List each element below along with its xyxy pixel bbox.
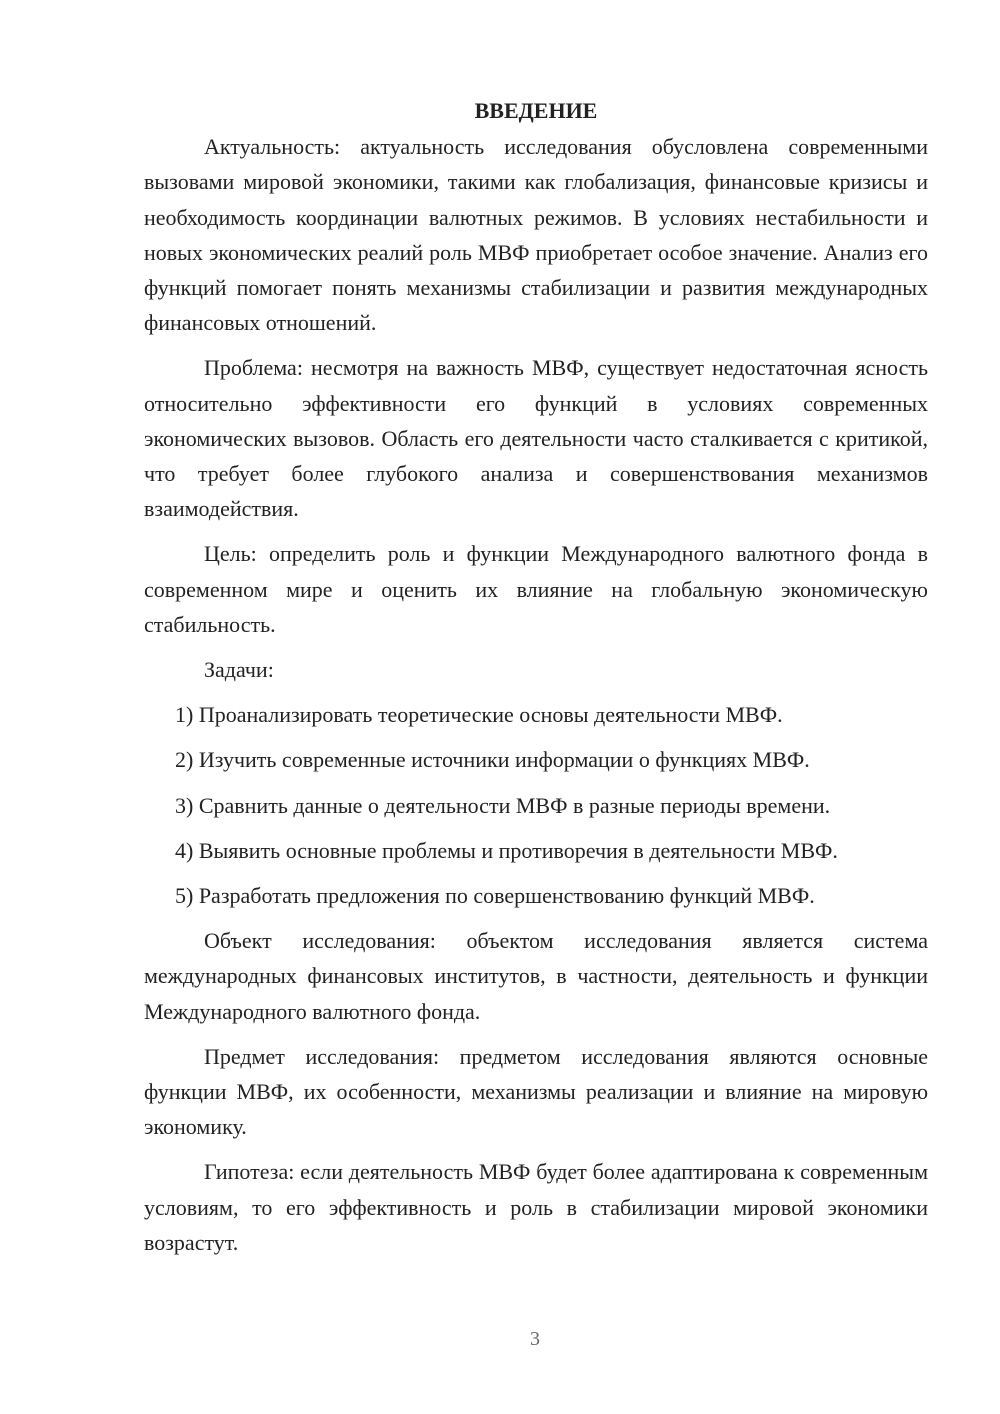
task-item: 2) Изучить современные источники информации о функциях МВФ. <box>175 747 810 773</box>
task-item: 3) Сравнить данные о деятельности МВФ в разные периоды времени. <box>175 792 831 818</box>
subject-paragraph: Предмет исследования: предметом исследования являются основные функции МВФ, их особенности, механизмы реализации и влияние на мировую экономику. <box>144 1043 928 1140</box>
object-paragraph: Объект исследования: объектом исследования является система международных финансовых институтов, в частности, деятельность и функции Международного валютного фонда. <box>144 928 928 1024</box>
page-title: ВВЕДЕНИЕ <box>474 98 598 123</box>
document-page <box>144 93 928 1270</box>
goal-paragraph: Цель: определить роль и функции Международного валютного фонда в современном мире и оценить их влияние на глобальную экономическую стабильность. <box>144 541 928 637</box>
task-item: 1) Проанализировать теоретические основы деятельности МВФ. <box>175 702 783 728</box>
problem-paragraph: Проблема: несмотря на важность МВФ, существует недостаточная ясность относительно эффективности его функций в условиях современных экономических вызовов. Область его деятельности часто сталкивается с критикой, что требует более глубокого анализа и совершенствования механизмов взаимодействия. <box>144 355 928 522</box>
page-number: 3 <box>530 1328 540 1350</box>
task-item: 4) Выявить основные проблемы и противоречия в деятельности МВФ. <box>175 837 838 863</box>
task-item: 5) Разработать предложения по совершенствованию функций МВФ. <box>175 883 815 909</box>
tasks-label: Задачи: <box>204 657 274 683</box>
relevance-paragraph: Актуальность: актуальность исследования обусловлена современными вызовами мировой экономики, такими как глобализация, финансовые кризисы и необходимость координации валютных режимов. В условиях нестабильности и новых экономических реалий роль МВФ приобретает особое значение. Анализ его функций помогает понять механизмы стабилизации и развития международных финансовых отношений. <box>144 134 928 336</box>
hypothesis-paragraph: Гипотеза: если деятельность МВФ будет более адаптирована к современным условиям, то его эффективность и роль в стабилизации мировой экономики возрастут. <box>144 1159 928 1255</box>
